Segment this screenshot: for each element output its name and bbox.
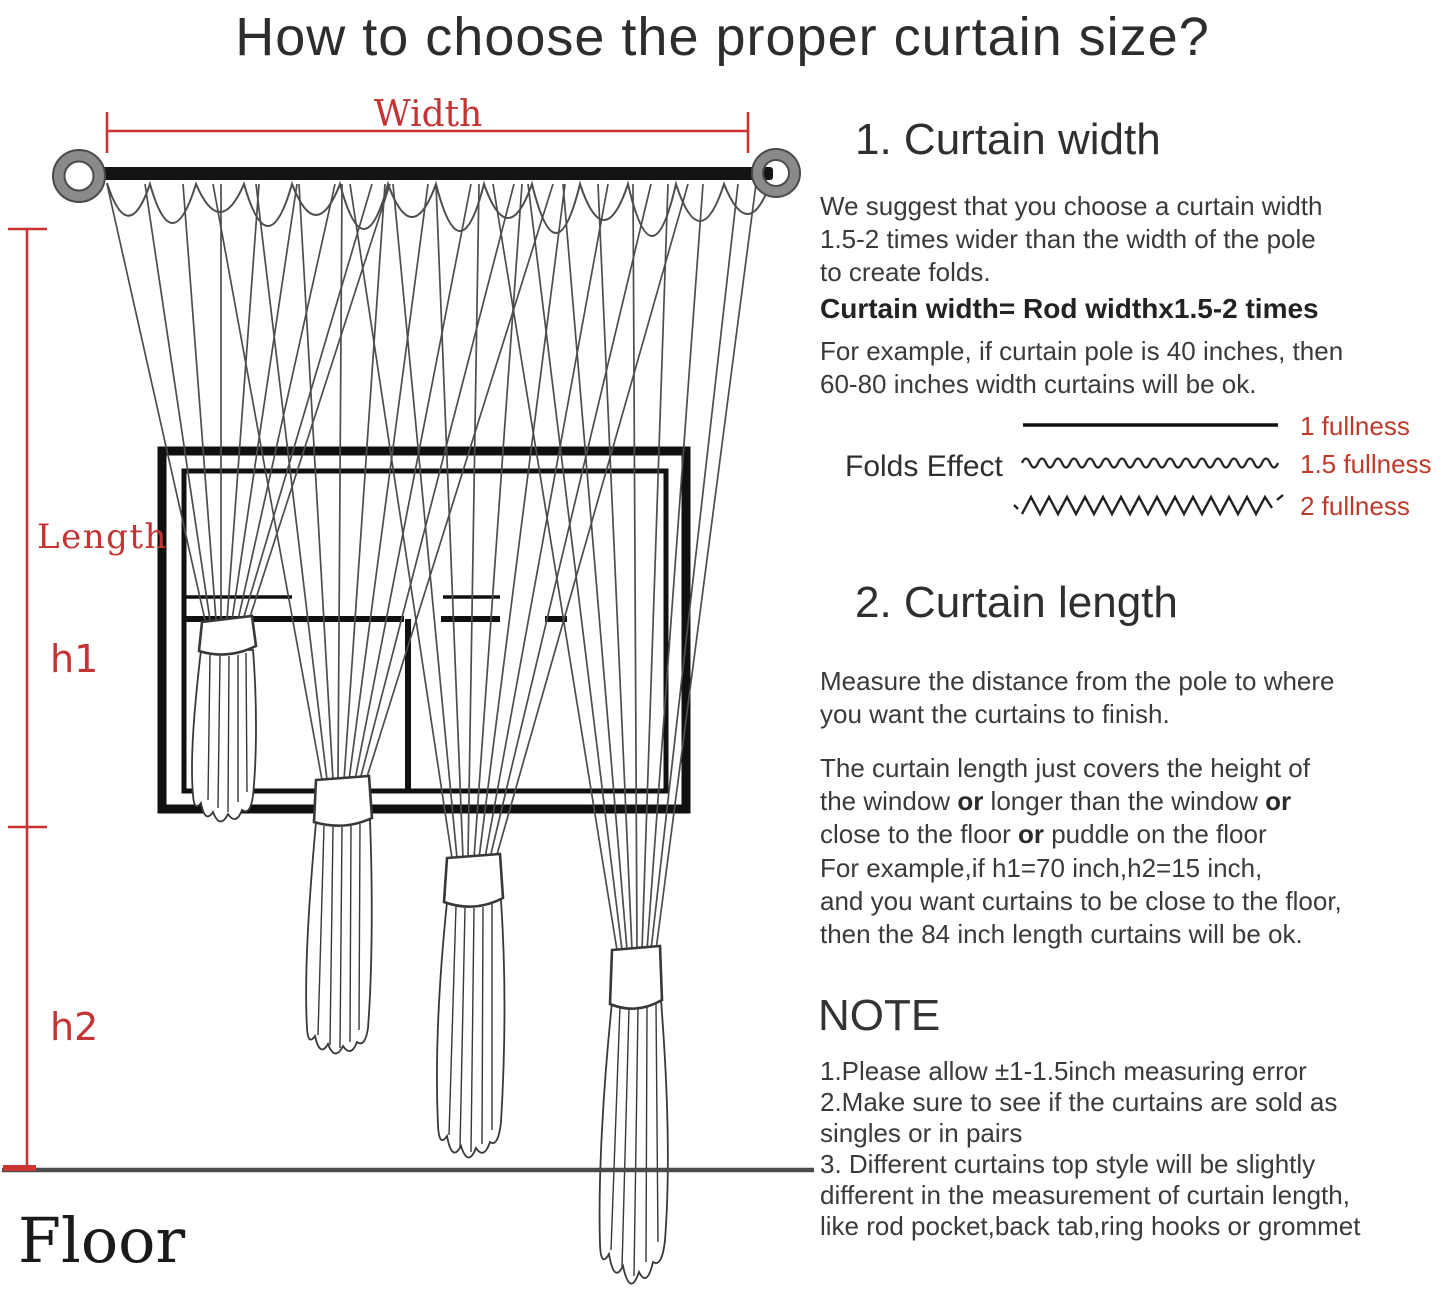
width-para2-line1: For example, if curtain pole is 40 inches, then bbox=[820, 336, 1344, 366]
note-line-6: like rod pocket,back tab,ring hooks or grommet bbox=[820, 1211, 1361, 1241]
note-line-5: different in the measurement of curtain length, bbox=[820, 1180, 1350, 1210]
length-para2-line3-seg2: puddle on the floor bbox=[1044, 819, 1267, 849]
fullness-1-label: 1 fullness bbox=[1300, 411, 1410, 441]
width-para2-line2: 60-80 inches width curtains will be ok. bbox=[820, 369, 1257, 399]
fullness-2-label: 2 fullness bbox=[1300, 491, 1410, 521]
note-line-3: singles or in pairs bbox=[820, 1118, 1023, 1148]
length-para2-or2: or bbox=[1265, 786, 1292, 816]
h1-label: h1 bbox=[50, 637, 99, 681]
note-heading: NOTE bbox=[818, 991, 941, 1040]
length-para2-line2-seg2: longer than the window bbox=[983, 786, 1266, 816]
length-para2-or3: or bbox=[1018, 819, 1044, 849]
folds-effect-label: Folds Effect bbox=[845, 450, 1003, 483]
width-para1-line2: 1.5-2 times wider than the width of the pole bbox=[820, 224, 1316, 254]
fullness-1-5-label: 1.5 fullness bbox=[1300, 449, 1432, 479]
length-para2-line2 bbox=[820, 785, 1291, 818]
length-para1-line1: Measure the distance from the pole to where bbox=[820, 666, 1335, 696]
h2-label: h2 bbox=[50, 1005, 99, 1049]
length-para3-line1: For example,if h1=70 inch,h2=15 inch, bbox=[820, 853, 1263, 883]
length-para2-line3 bbox=[820, 818, 1267, 851]
width-para1-line3: to create folds. bbox=[820, 257, 991, 287]
width-label: Width bbox=[373, 94, 483, 135]
note-line-1: 1.Please allow ±1-1.5inch measuring error bbox=[820, 1056, 1307, 1086]
length-para2-line3-seg1: close to the floor bbox=[820, 819, 1018, 849]
length-para2-line2-seg1: the window bbox=[820, 786, 958, 816]
section-width-heading: 1. Curtain width bbox=[855, 115, 1161, 164]
length-para2-or1: or bbox=[957, 786, 984, 816]
width-formula: Curtain width= Rod widthx1.5-2 times bbox=[820, 293, 1319, 324]
width-para1-line1: We suggest that you choose a curtain width bbox=[820, 191, 1323, 221]
length-para1-line2: you want the curtains to finish. bbox=[820, 699, 1170, 729]
page-title: How to choose the proper curtain size? bbox=[235, 7, 1210, 67]
section-length-heading: 2. Curtain length bbox=[855, 578, 1178, 627]
floor-label: Floor bbox=[18, 1204, 186, 1277]
length-para3-line2: and you want curtains to be close to the floor, bbox=[820, 886, 1342, 916]
length-para2-line1: The curtain length just covers the height of bbox=[820, 753, 1310, 783]
note-line-2: 2.Make sure to see if the curtains are sold as bbox=[820, 1087, 1338, 1117]
length-para3-line3: then the 84 inch length curtains will be ok. bbox=[820, 919, 1303, 949]
length-label: Length bbox=[37, 517, 168, 557]
note-line-4: 3. Different curtains top style will be slightly bbox=[820, 1149, 1316, 1179]
